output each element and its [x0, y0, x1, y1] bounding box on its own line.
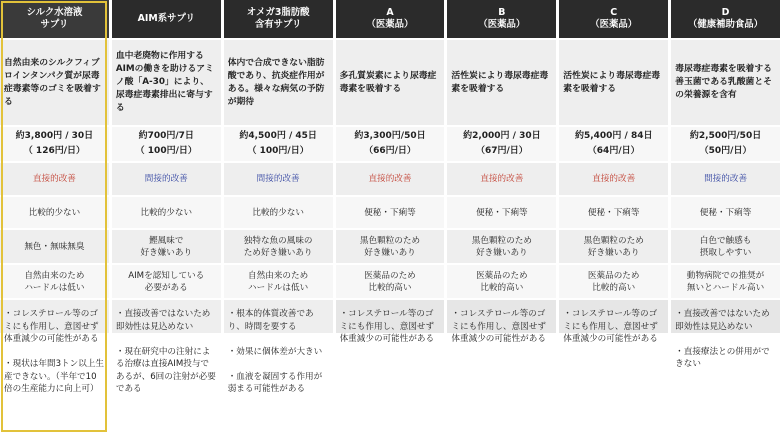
notes-cell-4: ・コレステロール等のゴミにも作用し、意図せず体重減少の可能性がある: [447, 300, 556, 333]
adoption-cell-3: 医薬品のため 比較的高い: [336, 265, 445, 298]
notes-cell-2: ・根本的体質改善であり、時間を要する ・効果に個体差が大きい ・血液を凝固する作用が弱まる可能性がある: [224, 300, 333, 333]
column-header-5: C （医薬品）: [559, 0, 668, 38]
taste-cell-2: 独特な魚の風味の ため好き嫌いあり: [224, 230, 333, 263]
description-cell-3: 多孔質炭素により尿毒症毒素を吸着する: [336, 40, 445, 125]
side-effects-cell-3: 便秘・下痢等: [336, 197, 445, 228]
improvement-cell-3: 直接的改善: [336, 163, 445, 195]
adoption-cell-1: AIMを認知している 必要がある: [112, 265, 221, 298]
side-effects-cell-4: 便秘・下痢等: [447, 197, 556, 228]
notes-cell-5: ・コレステロール等のゴミにも作用し、意図せず体重減少の可能性がある: [559, 300, 668, 333]
adoption-cell-5: 医薬品のため 比較的高い: [559, 265, 668, 298]
side-effects-cell-2: 比較的少ない: [224, 197, 333, 228]
column-header-2: オメガ3脂肪酸 含有サプリ: [224, 0, 333, 38]
taste-cell-4: 黒色顆粒のため 好き嫌いあり: [447, 230, 556, 263]
improvement-cell-0: 直接的改善: [0, 163, 109, 195]
taste-cell-0: 無色・無味無臭: [0, 230, 109, 263]
notes-cell-0: ・コレステロール等のゴミにも作用し、意図せず体重減少の可能性がある ・現状は年間3トン以上生産できない。（半年で10倍の生産能力に向上可）: [0, 300, 109, 333]
cost-cell-4: 約2,000円 / 30日 （67円/日）: [447, 127, 556, 161]
column-header-1: AIM系サプリ: [112, 0, 221, 38]
side-effects-cell-6: 便秘・下痢等: [671, 197, 780, 228]
adoption-cell-4: 医薬品のため 比較的高い: [447, 265, 556, 298]
side-effects-cell-1: 比較的少ない: [112, 197, 221, 228]
taste-cell-5: 黒色顆粒のため 好き嫌いあり: [559, 230, 668, 263]
description-cell-2: 体内で合成できない脂肪酸であり、抗炎症作用がある。様々な病気の予防が期待: [224, 40, 333, 125]
side-effects-cell-0: 比較的少ない: [0, 197, 109, 228]
taste-cell-1: 鰹風味で 好き嫌いあり: [112, 230, 221, 263]
cost-cell-5: 約5,400円 / 84日 （64円/日）: [559, 127, 668, 161]
taste-cell-3: 黒色顆粒のため 好き嫌いあり: [336, 230, 445, 263]
description-cell-5: 活性炭により毒尿毒症毒素を吸着する: [559, 40, 668, 125]
improvement-cell-4: 直接的改善: [447, 163, 556, 195]
improvement-cell-1: 間接的改善: [112, 163, 221, 195]
taste-cell-6: 白色で触感も 摂取しやすい: [671, 230, 780, 263]
improvement-cell-6: 間接的改善: [671, 163, 780, 195]
adoption-cell-2: 自然由来のため ハードルは低い: [224, 265, 333, 298]
cost-cell-2: 約4,500円 / 45日 （ 100円/日）: [224, 127, 333, 161]
improvement-cell-5: 直接的改善: [559, 163, 668, 195]
column-header-4: B （医薬品）: [447, 0, 556, 38]
column-header-6: D （健康補助食品）: [671, 0, 780, 38]
adoption-cell-0: 自然由来のため ハードルは低い: [0, 265, 109, 298]
cost-cell-6: 約2,500円/50日 （50円/日）: [671, 127, 780, 161]
description-cell-1: 血中老廃物に作用するAIMの働きを助けるアミノ酸「A-30」により、尿毒症毒素排出に寄与する: [112, 40, 221, 125]
description-cell-6: 毒尿毒症毒素を吸着する善玉菌である乳酸菌とその栄養源を含有: [671, 40, 780, 125]
column-header-3: A （医薬品）: [336, 0, 445, 38]
notes-cell-6: ・直接改善ではないため即効性は見込めない ・直接療法との併用ができない: [671, 300, 780, 333]
column-header-0: シルク水溶液 サプリ: [0, 0, 109, 38]
cost-cell-1: 約700円/7日 （ 100円/日）: [112, 127, 221, 161]
cost-cell-3: 約3,300円/50日 （66円/日）: [336, 127, 445, 161]
notes-cell-3: ・コレステロール等のゴミにも作用し、意図せず体重減少の可能性がある: [336, 300, 445, 333]
description-cell-0: 自然由来のシルクフィブロインタンパク質が尿毒症毒素等のゴミを吸着する: [0, 40, 109, 125]
description-cell-4: 活性炭により毒尿毒症毒素を吸着する: [447, 40, 556, 125]
side-effects-cell-5: 便秘・下痢等: [559, 197, 668, 228]
cost-cell-0: 約3,800円 / 30日 （ 126円/日）: [0, 127, 109, 161]
improvement-cell-2: 間接的改善: [224, 163, 333, 195]
notes-cell-1: ・直接改善ではないため即効性は見込めない ・現在研究中の注射による治療は直接AIM投与であるが、6回の注射が必要である: [112, 300, 221, 333]
adoption-cell-6: 動物病院での推奨が 無いとハードル高い: [671, 265, 780, 298]
